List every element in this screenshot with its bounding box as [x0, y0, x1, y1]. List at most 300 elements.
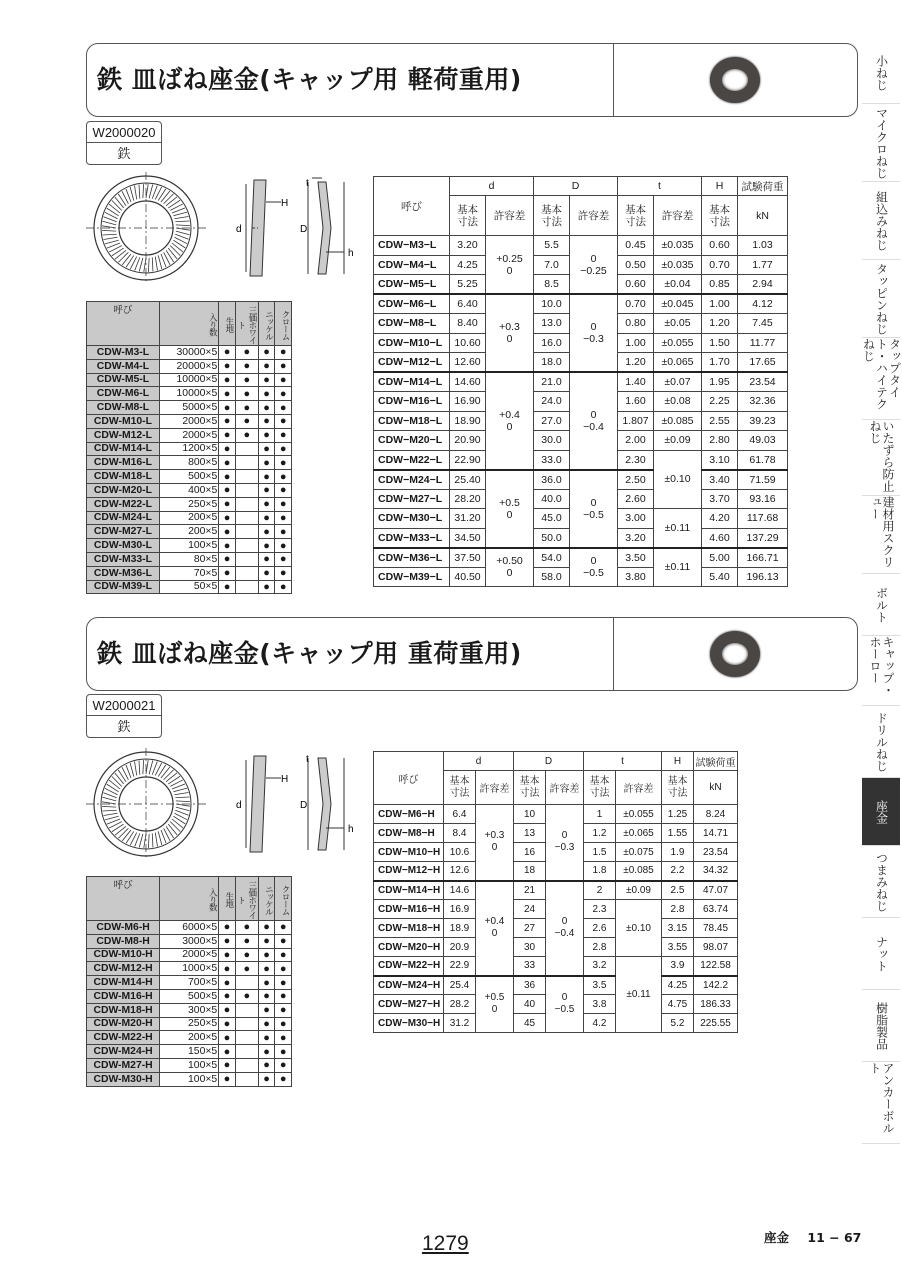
stock-qty: 400×5 — [159, 483, 218, 497]
available-dot-icon: ● — [258, 1031, 275, 1045]
empty-cell — [235, 497, 258, 511]
spec-name: CDW−M4−L — [374, 255, 450, 275]
stock-qty: 2000×5 — [159, 414, 218, 428]
label-H: H — [281, 774, 289, 785]
spec-D: 33.0 — [534, 450, 570, 470]
spec-header-D-outer: D — [534, 177, 618, 196]
section1-spec-table — [373, 176, 788, 587]
available-dot-icon: ● — [275, 511, 292, 525]
serration-line — [175, 793, 189, 795]
available-dot-icon: ● — [275, 387, 292, 401]
serration-line — [122, 830, 131, 841]
spec-name: CDW−M16−L — [374, 392, 450, 412]
serration-line — [109, 204, 120, 213]
stock-name: CDW-M27-H — [87, 1058, 160, 1072]
available-dot-icon: ● — [258, 359, 275, 373]
spec-kn: 137.29 — [738, 528, 788, 548]
stock-qty: 150×5 — [160, 1045, 219, 1059]
spec-H: 4.60 — [702, 528, 738, 548]
spec-D: 18 — [514, 862, 546, 881]
available-dot-icon: ● — [219, 1031, 236, 1045]
available-dot-icon: ● — [275, 346, 292, 360]
stock-header-yobi: 呼び — [87, 877, 160, 921]
spec-t: 1.5 — [584, 843, 616, 862]
spec-d: 6.4 — [444, 805, 476, 824]
serration-line — [112, 776, 122, 786]
spec-d: 14.6 — [444, 881, 476, 900]
serration-line — [161, 191, 170, 202]
footer-section-page: 11 − 67 — [807, 1230, 862, 1245]
available-dot-icon: ● — [275, 539, 292, 553]
spec-kn: 4.12 — [738, 294, 788, 314]
side-tab[interactable]: 建材用スクリュー — [862, 496, 900, 574]
available-dot-icon: ● — [219, 580, 236, 594]
spec-name: CDW−M12−L — [374, 353, 450, 373]
spec-t: 4.2 — [584, 1014, 616, 1033]
available-dot-icon: ● — [275, 976, 292, 990]
side-tab[interactable]: 小ねじ — [862, 42, 900, 104]
stock-name: CDW-M4-L — [87, 359, 160, 373]
table-row — [87, 539, 292, 553]
spec-d: 40.50 — [450, 567, 486, 587]
available-dot-icon: ● — [258, 1003, 275, 1017]
spec-header-d: d — [450, 177, 534, 196]
available-dot-icon: ● — [275, 442, 292, 456]
spec-name: CDW−M20−L — [374, 431, 450, 451]
side-tab[interactable]: ドリルねじ — [862, 706, 900, 778]
serration-line — [175, 217, 189, 219]
available-dot-icon: ● — [235, 428, 258, 442]
spec-header-t-base: 基本 寸法 — [618, 196, 654, 236]
spec-d: 12.6 — [444, 862, 476, 881]
available-dot-icon: ● — [275, 948, 292, 962]
available-dot-icon: ● — [258, 934, 275, 948]
available-dot-icon: ● — [258, 962, 275, 976]
spec-D-tol: 0 −0.4 — [570, 372, 618, 470]
stock-qty: 800×5 — [159, 456, 218, 470]
table-row — [87, 470, 292, 484]
spec-kn: 78.45 — [694, 919, 738, 938]
stock-header-nickel: ニッケル — [258, 877, 275, 921]
spec-H: 2.5 — [662, 881, 694, 900]
empty-cell — [235, 470, 258, 484]
spec-H: 3.9 — [662, 957, 694, 976]
serration-line — [166, 197, 177, 206]
spec-kn: 71.59 — [738, 470, 788, 490]
serration-line — [139, 185, 140, 199]
spec-header-yobi: 呼び — [374, 752, 444, 805]
spec-name: CDW−M30−H — [374, 1014, 444, 1033]
available-dot-icon: ● — [275, 580, 292, 594]
available-dot-icon: ● — [219, 948, 236, 962]
spec-D: 16 — [514, 843, 546, 862]
spec-kn: 34.32 — [694, 862, 738, 881]
spec-t: 1 — [584, 805, 616, 824]
available-dot-icon: ● — [258, 483, 275, 497]
serration-line — [152, 833, 153, 847]
serration-line — [158, 189, 166, 201]
spec-name: CDW−M5−L — [374, 275, 450, 295]
stock-qty: 80×5 — [159, 552, 218, 566]
spec-D: 8.5 — [534, 275, 570, 295]
spec-H: 0.70 — [702, 255, 738, 275]
stock-qty: 10000×5 — [159, 387, 218, 401]
spec-D: 36 — [514, 976, 546, 995]
spec-D: 24 — [514, 900, 546, 919]
spec-D: 27.0 — [534, 411, 570, 431]
spec-kn: 8.24 — [694, 805, 738, 824]
stock-header-raw: 生地 — [219, 302, 236, 346]
spec-H: 2.25 — [702, 392, 738, 412]
stock-qty: 6000×5 — [160, 921, 219, 935]
spec-d: 3.20 — [450, 236, 486, 256]
empty-cell — [235, 566, 258, 580]
serration-line — [158, 831, 162, 845]
serration-line — [155, 257, 157, 271]
spec-d-tol: +0.50 0 — [486, 548, 534, 587]
spec-H: 1.00 — [702, 294, 738, 314]
available-dot-icon: ● — [258, 373, 275, 387]
spec-d: 28.20 — [450, 489, 486, 509]
stock-name: CDW-M33-L — [87, 552, 160, 566]
spec-d-tol: +0.3 0 — [476, 805, 514, 881]
spec-t-tol: ±0.11 — [616, 957, 662, 1033]
section2-spec-table — [373, 751, 738, 1033]
serration-line — [103, 810, 117, 811]
side-tab[interactable]: ナット — [862, 918, 900, 990]
spec-kn: 39.23 — [738, 411, 788, 431]
spec-kn: 1.03 — [738, 236, 788, 256]
side-tab[interactable]: 樹脂製品 — [862, 990, 900, 1062]
serration-line — [102, 806, 116, 807]
table-row — [374, 976, 738, 995]
serration-line — [118, 252, 128, 262]
serration-line — [112, 248, 124, 256]
spec-kn: 14.71 — [694, 824, 738, 843]
washer-side-view — [308, 178, 344, 274]
stock-name: CDW-M16-H — [87, 989, 160, 1003]
spec-d: 6.40 — [450, 294, 486, 314]
available-dot-icon: ● — [258, 921, 275, 935]
section2-codebox — [86, 694, 162, 738]
spec-d: 20.9 — [444, 938, 476, 957]
available-dot-icon: ● — [258, 525, 275, 539]
serration-line — [130, 763, 134, 777]
spec-D: 16.0 — [534, 333, 570, 353]
spec-d-tol: +0.25 0 — [486, 236, 534, 295]
available-dot-icon: ● — [258, 401, 275, 415]
table-row — [87, 976, 292, 990]
spec-header-D-base: 基本 寸法 — [514, 771, 546, 805]
spec-d-tol: +0.4 0 — [486, 372, 534, 470]
stock-name: CDW-M3-L — [87, 346, 160, 360]
table-row — [87, 934, 292, 948]
spec-d: 16.90 — [450, 392, 486, 412]
stock-name: CDW-M27-L — [87, 525, 160, 539]
spec-H: 4.20 — [702, 509, 738, 529]
available-dot-icon: ● — [219, 387, 236, 401]
spec-D-tol: 0 −0.5 — [570, 470, 618, 548]
serration-line — [148, 258, 149, 272]
stock-name: CDW-M24-L — [87, 511, 160, 525]
stock-name: CDW-M22-L — [87, 497, 160, 511]
stock-name: CDW-M12-L — [87, 428, 160, 442]
serration-line — [139, 761, 140, 775]
stock-name: CDW-M18-H — [87, 1003, 160, 1017]
label-H: H — [281, 198, 289, 209]
spec-d: 8.40 — [450, 314, 486, 334]
spec-H: 1.9 — [662, 843, 694, 862]
spec-name: CDW−M27−H — [374, 995, 444, 1014]
spec-D: 13 — [514, 824, 546, 843]
available-dot-icon: ● — [258, 552, 275, 566]
spec-kn: 2.94 — [738, 275, 788, 295]
available-dot-icon: ● — [258, 511, 275, 525]
available-dot-icon: ● — [235, 401, 258, 415]
available-dot-icon: ● — [258, 428, 275, 442]
table-row — [87, 359, 292, 373]
serration-line — [115, 826, 126, 835]
spec-H: 1.20 — [702, 314, 738, 334]
serration-line — [155, 833, 157, 847]
table-row — [87, 511, 292, 525]
available-dot-icon: ● — [275, 483, 292, 497]
available-dot-icon: ● — [219, 989, 236, 1003]
stock-qty: 100×5 — [160, 1072, 219, 1086]
spec-D: 10.0 — [534, 294, 570, 314]
spec-t-tol: ±0.075 — [616, 843, 662, 862]
spec-header-load: 試験荷重 — [738, 177, 788, 196]
washer-front-view — [86, 748, 206, 860]
stock-qty: 200×5 — [159, 525, 218, 539]
section1-codebox — [86, 121, 162, 165]
serration-line — [173, 788, 187, 792]
table-row — [87, 414, 292, 428]
spec-name: CDW−M16−H — [374, 900, 444, 919]
stock-name: CDW-M16-L — [87, 456, 160, 470]
side-tab[interactable]: タップタイト・ハイテクねじ — [862, 338, 900, 420]
spec-kn: 47.07 — [694, 881, 738, 900]
serration-line — [139, 834, 143, 848]
section1-washer-drawing — [86, 172, 358, 284]
spec-kn: 63.74 — [694, 900, 738, 919]
spec-H: 5.40 — [702, 567, 738, 587]
available-dot-icon: ● — [275, 1031, 292, 1045]
available-dot-icon: ● — [235, 373, 258, 387]
spec-D: 45 — [514, 1014, 546, 1033]
table-row — [87, 428, 292, 442]
spec-t: 2.3 — [584, 900, 616, 919]
table-row — [374, 236, 788, 256]
available-dot-icon: ● — [219, 359, 236, 373]
spec-kn: 23.54 — [694, 843, 738, 862]
spec-t: 2.00 — [618, 431, 654, 451]
spec-H: 1.95 — [702, 372, 738, 392]
spec-H: 0.85 — [702, 275, 738, 295]
table-row — [374, 805, 738, 824]
spec-kn: 49.03 — [738, 431, 788, 451]
available-dot-icon: ● — [275, 566, 292, 580]
spec-t-tol: ±0.10 — [616, 900, 662, 957]
spec-d: 20.90 — [450, 431, 486, 451]
spec-header-H-base: 基本 寸法 — [662, 771, 694, 805]
side-tab[interactable]: つまみねじ — [862, 846, 900, 918]
stock-qty: 200×5 — [160, 1031, 219, 1045]
available-dot-icon: ● — [275, 414, 292, 428]
available-dot-icon: ● — [219, 346, 236, 360]
spec-kn: 225.55 — [694, 1014, 738, 1033]
stock-qty: 300×5 — [160, 1003, 219, 1017]
table-row — [87, 921, 292, 935]
available-dot-icon: ● — [275, 428, 292, 442]
spec-d: 25.4 — [444, 976, 476, 995]
label-h: h — [348, 824, 354, 835]
available-dot-icon: ● — [275, 456, 292, 470]
available-dot-icon: ● — [275, 1072, 292, 1086]
serration-line — [118, 828, 128, 838]
spec-t: 3.2 — [584, 957, 616, 976]
stock-header-qty: 入り数 — [159, 302, 218, 346]
spec-header-t-base: 基本 寸法 — [584, 771, 616, 805]
spec-D: 45.0 — [534, 509, 570, 529]
stock-name: CDW-M8-L — [87, 401, 160, 415]
available-dot-icon: ● — [258, 346, 275, 360]
spec-t: 1.8 — [584, 862, 616, 881]
spec-t: 0.80 — [618, 314, 654, 334]
available-dot-icon: ● — [275, 373, 292, 387]
stock-name: CDW-M30-L — [87, 539, 160, 553]
available-dot-icon: ● — [258, 387, 275, 401]
spec-header-t-tol: 許容差 — [616, 771, 662, 805]
serration-line — [126, 831, 134, 843]
table-row — [374, 372, 788, 392]
spec-name: CDW−M18−H — [374, 919, 444, 938]
spec-D: 36.0 — [534, 470, 570, 490]
empty-cell — [235, 539, 258, 553]
spec-t: 1.807 — [618, 411, 654, 431]
side-tab[interactable]: キャップ・ホーロー — [862, 636, 900, 706]
table-row — [87, 373, 292, 387]
empty-cell — [235, 580, 258, 594]
section2-title: 鉄 皿ばね座金(キャップ用 重荷重用) — [97, 639, 522, 668]
stock-qty: 50×5 — [159, 580, 218, 594]
available-dot-icon: ● — [258, 414, 275, 428]
stock-header-yobi: 呼び — [87, 302, 160, 346]
stock-name: CDW-M6-L — [87, 387, 160, 401]
serration-line — [172, 819, 183, 828]
side-tab[interactable]: ボルト — [862, 574, 900, 636]
available-dot-icon: ● — [258, 1045, 275, 1059]
spec-D: 7.0 — [534, 255, 570, 275]
table-row — [87, 1017, 292, 1031]
stock-qty: 1000×5 — [160, 962, 219, 976]
spec-D: 27 — [514, 919, 546, 938]
spec-t: 3.80 — [618, 567, 654, 587]
serration-line — [172, 243, 183, 252]
spec-H: 3.15 — [662, 919, 694, 938]
spec-header-D-base: 基本 寸法 — [534, 196, 570, 236]
section1-header — [86, 43, 858, 117]
spec-H: 2.2 — [662, 862, 694, 881]
spec-d: 14.60 — [450, 372, 486, 392]
available-dot-icon: ● — [219, 1072, 236, 1086]
serration-line — [152, 257, 153, 271]
spec-d: 31.20 — [450, 509, 486, 529]
spec-d: 34.50 — [450, 528, 486, 548]
serration-line — [148, 834, 149, 848]
available-dot-icon: ● — [275, 934, 292, 948]
stock-qty: 250×5 — [160, 1017, 219, 1031]
spec-D: 18.0 — [534, 353, 570, 373]
spec-d-tol: +0.5 0 — [486, 470, 534, 548]
serration-line — [104, 813, 118, 815]
spec-t-tol: ±0.04 — [654, 275, 702, 295]
available-dot-icon: ● — [219, 483, 236, 497]
available-dot-icon: ● — [219, 1017, 236, 1031]
spec-d: 12.60 — [450, 353, 486, 373]
side-tab[interactable]: アンカーボルト — [862, 1062, 900, 1144]
stock-name: CDW-M5-L — [87, 373, 160, 387]
available-dot-icon: ● — [275, 1058, 292, 1072]
side-tab[interactable]: タッピンねじ — [862, 260, 900, 338]
serration-line — [118, 194, 126, 206]
available-dot-icon: ● — [275, 1003, 292, 1017]
table-row — [87, 401, 292, 415]
available-dot-icon: ● — [219, 401, 236, 415]
stock-name: CDW-M12-H — [87, 962, 160, 976]
spec-header-H: H — [662, 752, 694, 771]
stock-qty: 5000×5 — [159, 401, 218, 415]
spec-name: CDW−M36−L — [374, 548, 450, 568]
spec-t: 2 — [584, 881, 616, 900]
available-dot-icon: ● — [235, 921, 258, 935]
spec-H: 1.70 — [702, 353, 738, 373]
spec-t: 3.5 — [584, 976, 616, 995]
serration-line — [103, 797, 117, 801]
spec-t: 0.60 — [618, 275, 654, 295]
empty-cell — [235, 1031, 258, 1045]
serration-line — [168, 824, 177, 835]
side-tab[interactable]: いたずら防止ねじ — [862, 420, 900, 496]
table-row — [87, 346, 292, 360]
stock-qty: 500×5 — [159, 470, 218, 484]
available-dot-icon: ● — [258, 580, 275, 594]
spec-header-t: t — [618, 177, 702, 196]
section2-header — [86, 617, 858, 691]
available-dot-icon: ● — [258, 1072, 275, 1086]
serration-line — [176, 801, 190, 802]
side-tab[interactable]: マイクロねじ — [862, 104, 900, 182]
spec-t-tol: ±0.065 — [654, 353, 702, 373]
serration-line — [170, 246, 180, 256]
empty-cell — [235, 456, 258, 470]
available-dot-icon: ● — [275, 1045, 292, 1059]
spec-header-d-tol: 許容差 — [486, 196, 534, 236]
side-tab[interactable]: 組込みねじ — [862, 182, 900, 260]
stock-header-chrome: クローム — [275, 302, 292, 346]
spec-t-tol: ±0.11 — [654, 548, 702, 587]
table-row — [374, 294, 788, 314]
available-dot-icon: ● — [258, 456, 275, 470]
spec-H: 0.60 — [702, 236, 738, 256]
serration-line — [168, 248, 177, 259]
section-page-label — [764, 1228, 861, 1246]
available-dot-icon: ● — [219, 1058, 236, 1072]
section1-stock-table — [86, 301, 292, 594]
side-tab[interactable]: 座金 — [862, 778, 900, 846]
spec-t-tol: ±0.055 — [654, 333, 702, 353]
available-dot-icon: ● — [258, 976, 275, 990]
